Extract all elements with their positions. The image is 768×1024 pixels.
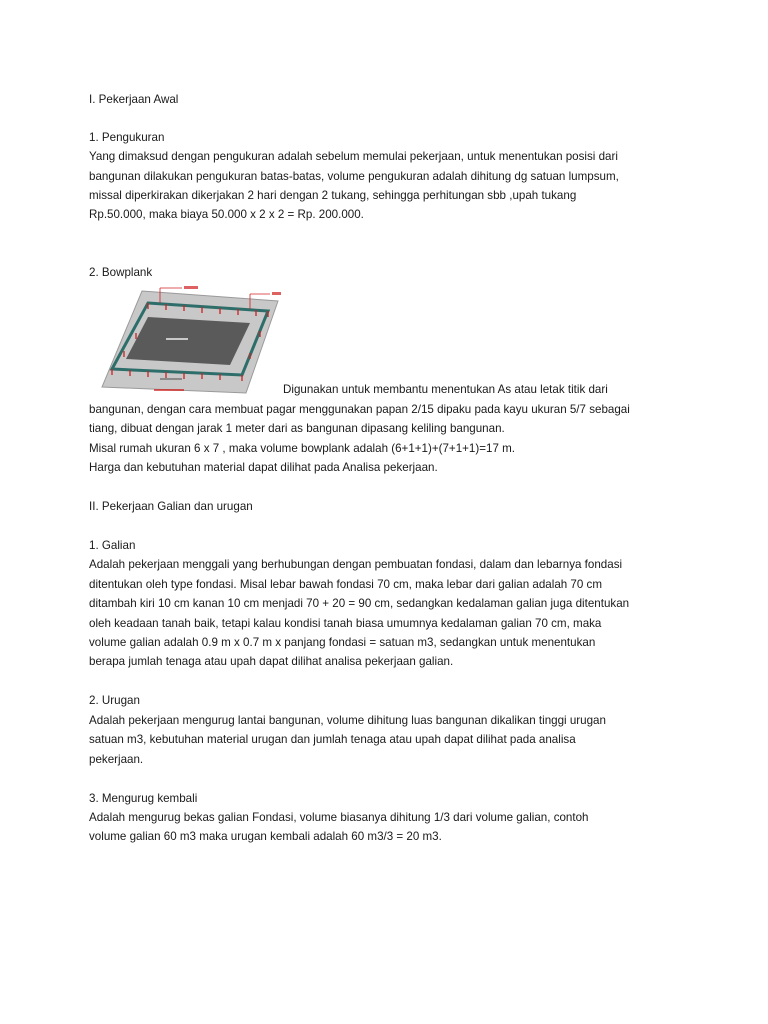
paragraph-line: Rp.50.000, maka biaya 50.000 x 2 x 2 = Rp. 200.000. — [89, 208, 364, 221]
subheading-galian: 1. Galian — [89, 539, 136, 552]
paragraph-line: volume galian adalah 0.9 m x 0.7 m x panjang fondasi = satuan m3, sedangkan untuk menentukan — [89, 636, 596, 649]
paragraph-line: Adalah pekerjaan menggali yang berhubungan dengan pembuatan fondasi, dalam dan lebarnya fondasi — [89, 558, 623, 571]
section-heading-galian-urugan: II. Pekerjaan Galian dan urugan — [89, 500, 253, 513]
paragraph-line: Digunakan untuk membantu menentukan As atau letak titik dari — [283, 383, 608, 396]
paragraph-line: missal diperkirakan dikerjakan 2 hari dengan 2 tukang, sehingga perhitungan sbb ,upah tukang — [89, 189, 577, 202]
paragraph-line: ditambah kiri 10 cm kanan 10 cm menjadi 70 + 20 = 90 cm, sedangkan kedalaman galian juga ditentukan — [89, 597, 630, 610]
paragraph-line: volume galian 60 m3 maka urugan kembali adalah 60 m3/3 = 20 m3. — [89, 830, 442, 843]
paragraph-line: tiang, dibuat dengan jarak 1 meter dari as bangunan dipasang keliling bangunan. — [89, 422, 505, 435]
paragraph-line: Adalah pekerjaan mengurug lantai bangunan, volume dihitung luas bangunan dikalikan tinggi urugan — [89, 714, 606, 727]
paragraph-line: berapa jumlah tenaga atau upah dapat dilihat analisa pekerjaan galian. — [89, 655, 454, 668]
paragraph-line: bangunan, dengan cara membuat pagar menggunakan papan 2/15 dipaku pada kayu ukuran 5/7 sebagai — [89, 403, 630, 416]
paragraph-line: Adalah mengurug bekas galian Fondasi, volume biasanya dihitung 1/3 dari volume galian, contoh — [89, 811, 589, 824]
paragraph-line: oleh keadaan tanah baik, tetapi kalau kondisi tanah biasa umumnya kedalaman galian 70 cm, maka — [89, 617, 602, 630]
bowplank-diagram — [100, 283, 282, 395]
paragraph-line: Misal rumah ukuran 6 x 7 , maka volume bowplank adalah (6+1+1)+(7+1+1)=17 m. — [89, 442, 515, 455]
paragraph-line: bangunan dilakukan pengukuran batas-batas, volume pengukuran adalah dihitung dg satuan lumpsum, — [89, 170, 619, 183]
section-heading-pekerjaan-awal: I. Pekerjaan Awal — [89, 93, 179, 106]
subheading-pengukuran: 1. Pengukuran — [89, 131, 165, 144]
subheading-urugan: 2. Urugan — [89, 694, 140, 707]
subheading-bowplank: 2. Bowplank — [89, 266, 153, 279]
paragraph-line: ditentukan oleh type fondasi. Misal lebar bawah fondasi 70 cm, maka lebar dari galian adalah 70 cm — [89, 578, 603, 591]
subheading-mengurug-kembali: 3. Mengurug kembali — [89, 792, 198, 805]
paragraph-line: Yang dimaksud dengan pengukuran adalah sebelum memulai pekerjaan, untuk menentukan posisi dari — [89, 150, 618, 163]
paragraph-line: satuan m3, kebutuhan material urugan dan jumlah tenaga atau upah dapat dilihat pada analisa — [89, 733, 576, 746]
paragraph-line: Harga dan kebutuhan material dapat dilihat pada Analisa pekerjaan. — [89, 461, 438, 474]
paragraph-line: pekerjaan. — [89, 753, 144, 766]
